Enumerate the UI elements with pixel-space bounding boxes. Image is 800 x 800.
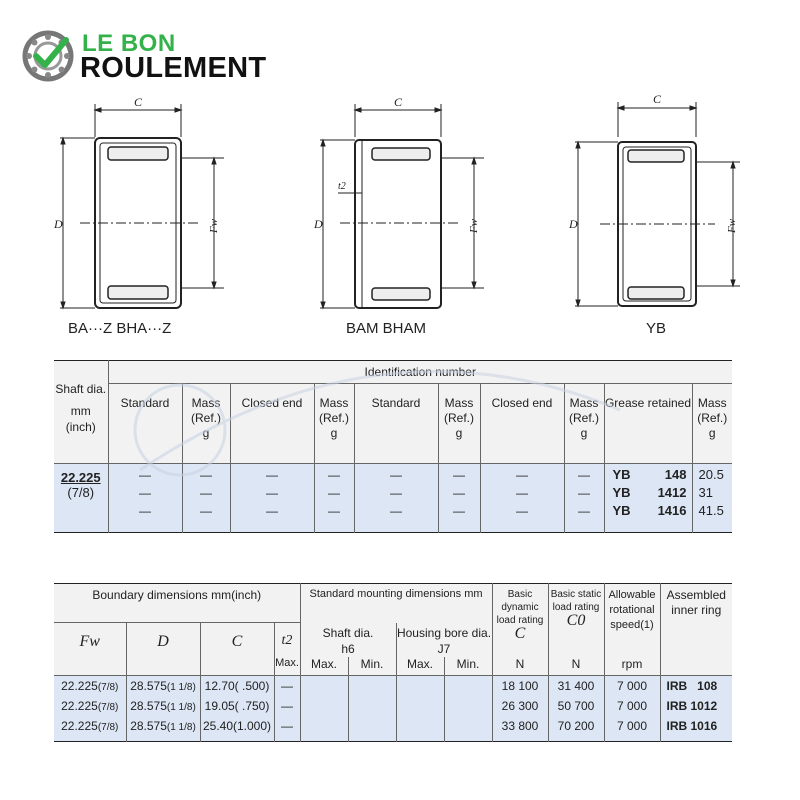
- table-row: 22.225(7/8) 28.575(1 1/8) 25.40(1.000) — 33 800 70 200 7 000 IRB 1016: [54, 718, 732, 742]
- brand-line2: ROULEMENT: [80, 52, 267, 84]
- housing-bore-subheader: Housing bore dia. J7: [396, 623, 492, 657]
- bearing-check-icon: [22, 30, 74, 82]
- t2-dim-label: t2: [338, 181, 346, 192]
- diagram-caption-ba: BA···Z BHA···Z: [68, 320, 172, 337]
- identification-table: [54, 360, 732, 533]
- shaft-max-label: Max.: [300, 657, 348, 676]
- shaft-min-label: Min.: [348, 657, 396, 676]
- unit-n-1: N: [492, 657, 548, 676]
- d-dim-label: D: [54, 217, 63, 231]
- col-mass-3: Mass (Ref.) g: [438, 384, 480, 464]
- d-dim-label: D: [314, 217, 323, 231]
- col-mass-5: Mass (Ref.) g: [692, 384, 732, 464]
- unit-rpm: rpm: [604, 657, 660, 676]
- table-row: 22.225(7/8) 28.575(1 1/8) 19.05( .750) — 26 300 50 700 7 000 IRB 1012: [54, 698, 732, 718]
- mounting-dimensions-header: Standard mounting dimensions mm: [300, 584, 492, 623]
- dash-cell: — — —: [438, 464, 480, 533]
- col-closed-end-1: Closed end: [230, 384, 314, 464]
- brand-line1: LE BON: [82, 30, 176, 57]
- housing-min-label: Min.: [444, 657, 492, 676]
- col-grease-retained: Grease retained: [604, 384, 692, 464]
- col-standard-2: Standard: [354, 384, 438, 464]
- speed-header: Allowable rotational speed(1): [604, 584, 660, 657]
- diagram-caption-bam: BAM BHAM: [346, 320, 427, 337]
- fw-dim-label: Fw: [208, 218, 220, 233]
- col-closed-end-2: Closed end: [480, 384, 564, 464]
- housing-max-label: Max.: [396, 657, 444, 676]
- fw-dim-label: Fw: [468, 218, 480, 233]
- col-standard-1: Standard: [108, 384, 182, 464]
- bearing-diagram-bam: [300, 92, 500, 322]
- dynamic-load-header: Basic dynamic load rating C: [492, 584, 548, 657]
- shaft-dia-header: Shaft dia. mm (inch): [54, 361, 108, 464]
- d-header: D: [126, 623, 200, 676]
- col-mass-1: Mass (Ref.) g: [182, 384, 230, 464]
- identification-number-header: Identification number: [108, 361, 732, 384]
- c-dim-label: C: [134, 95, 143, 109]
- dash-cell: — — —: [354, 464, 438, 533]
- bearing-diagram-yb: [560, 92, 760, 322]
- dash-cell: — — —: [182, 464, 230, 533]
- bearing-diagram-ba: [40, 92, 240, 322]
- grease-retained-values: YB 148 YB 1412 YB 1416: [604, 464, 692, 533]
- brand-logo: [22, 28, 302, 84]
- static-load-header: Basic static load rating C0: [548, 584, 604, 657]
- c-header: C: [200, 623, 274, 676]
- grease-mass-values: 20.5 31 41.5: [692, 464, 732, 533]
- shaft-dia-subheader: Shaft dia. h6: [300, 623, 396, 657]
- t2-max-label: Max.: [274, 657, 300, 676]
- t2-header: t2: [274, 623, 300, 657]
- shaft-value-cell: 22.225 (7/8): [54, 464, 108, 533]
- unit-n-2: N: [548, 657, 604, 676]
- dash-cell: — — —: [564, 464, 604, 533]
- boundary-dimensions-header: Boundary dimensions mm(inch): [54, 584, 300, 623]
- dimensions-table: [54, 583, 732, 742]
- col-mass-2: Mass (Ref.) g: [314, 384, 354, 464]
- table-row: 22.225(7/8) 28.575(1 1/8) 12.70( .500) — 18 100 31 400 7 000 IRB 108: [54, 675, 732, 698]
- c-dim-label: C: [394, 95, 403, 109]
- col-mass-4: Mass (Ref.) g: [564, 384, 604, 464]
- assembled-ring-header: Assembled inner ring: [660, 584, 732, 657]
- dash-cell: — — —: [480, 464, 564, 533]
- dash-cell: — — —: [108, 464, 182, 533]
- dash-cell: — — —: [230, 464, 314, 533]
- diagram-caption-yb: YB: [646, 320, 667, 337]
- d-dim-label: D: [569, 217, 578, 231]
- fw-dim-label: Fw: [726, 218, 738, 233]
- fw-header: Fw: [54, 623, 126, 676]
- dash-cell: — — —: [314, 464, 354, 533]
- c-dim-label: C: [653, 92, 662, 106]
